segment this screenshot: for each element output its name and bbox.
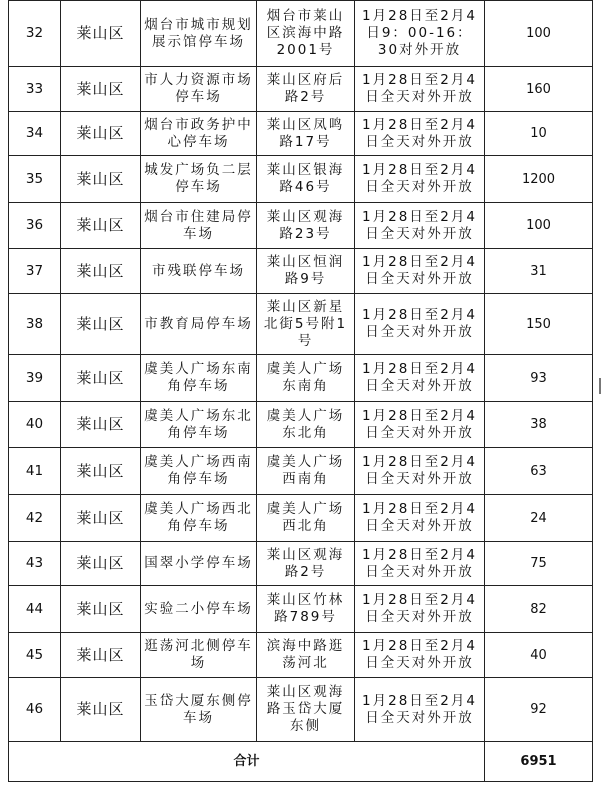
opening-time: 1月28日至2月4日全天对外开放 — [355, 542, 485, 586]
opening-time: 1月28日至2月4日全天对外开放 — [355, 249, 485, 294]
space-count: 1200 — [485, 156, 593, 203]
address: 莱山区观海路玉岱大厦东侧 — [257, 678, 355, 742]
parking-lot-name: 市教育局停车场 — [141, 294, 257, 355]
address: 莱山区银海路46号 — [257, 156, 355, 203]
parking-lot-name: 虞美人广场东南角停车场 — [141, 355, 257, 402]
opening-time: 1月28日至2月4日全天对外开放 — [355, 495, 485, 542]
space-count: 93 — [485, 355, 593, 402]
address: 滨海中路逛荡河北 — [257, 633, 355, 678]
table-row — [9, 294, 593, 355]
table-row — [9, 586, 593, 633]
space-count: 75 — [485, 542, 593, 586]
parking-lot-name: 烟台市住建局停车场 — [141, 203, 257, 249]
row-number: 44 — [9, 586, 61, 633]
row-number: 37 — [9, 249, 61, 294]
parking-lot-name: 烟台市城市规划展示馆停车场 — [141, 1, 257, 67]
space-count: 24 — [485, 495, 593, 542]
district: 莱山区 — [61, 542, 141, 586]
table-row — [9, 67, 593, 112]
row-number: 42 — [9, 495, 61, 542]
table-row — [9, 1, 593, 67]
district: 莱山区 — [61, 633, 141, 678]
address: 莱山区凤鸣路17号 — [257, 112, 355, 156]
row-number: 39 — [9, 355, 61, 402]
space-count: 10 — [485, 112, 593, 156]
table-row — [9, 355, 593, 402]
district: 莱山区 — [61, 355, 141, 402]
parking-lot-name: 市人力资源市场停车场 — [141, 67, 257, 112]
table-row — [9, 633, 593, 678]
opening-time: 1月28日至2月4日全天对外开放 — [355, 156, 485, 203]
total-label: 合计 — [9, 742, 485, 782]
opening-time: 1月28日至2月4日全天对外开放 — [355, 294, 485, 355]
address: 莱山区府后路2号 — [257, 67, 355, 112]
row-number: 45 — [9, 633, 61, 678]
table-row — [9, 542, 593, 586]
address: 烟台市莱山区滨海中路2001号 — [257, 1, 355, 67]
address: 虞美人广场西南角 — [257, 448, 355, 495]
address: 莱山区观海路2号 — [257, 542, 355, 586]
parking-lot-name: 逛荡河北侧停车场 — [141, 633, 257, 678]
parking-lot-name: 玉岱大厦东侧停车场 — [141, 678, 257, 742]
district: 莱山区 — [61, 1, 141, 67]
parking-lot-name: 虞美人广场西南角停车场 — [141, 448, 257, 495]
row-number: 43 — [9, 542, 61, 586]
opening-time: 1月28日至2月4日全天对外开放 — [355, 402, 485, 448]
district: 莱山区 — [61, 586, 141, 633]
opening-time: 1月28日至2月4日全天对外开放 — [355, 586, 485, 633]
opening-time: 1月28日至2月4日全天对外开放 — [355, 67, 485, 112]
space-count: 160 — [485, 67, 593, 112]
parking-lot-name: 城发广场负二层停车场 — [141, 156, 257, 203]
row-number: 41 — [9, 448, 61, 495]
space-count: 82 — [485, 586, 593, 633]
space-count: 92 — [485, 678, 593, 742]
district: 莱山区 — [61, 678, 141, 742]
address: 虞美人广场西北角 — [257, 495, 355, 542]
space-count: 40 — [485, 633, 593, 678]
space-count: 63 — [485, 448, 593, 495]
table-row — [9, 495, 593, 542]
district: 莱山区 — [61, 448, 141, 495]
district: 莱山区 — [61, 112, 141, 156]
district: 莱山区 — [61, 156, 141, 203]
opening-time: 1月28日至2月4日全天对外开放 — [355, 678, 485, 742]
opening-time: 1月28日至2月4日全天对外开放 — [355, 203, 485, 249]
total-value: 6951 — [485, 742, 593, 782]
row-number: 34 — [9, 112, 61, 156]
address: 虞美人广场东南角 — [257, 355, 355, 402]
address: 莱山区竹林路789号 — [257, 586, 355, 633]
space-count: 31 — [485, 249, 593, 294]
district: 莱山区 — [61, 249, 141, 294]
opening-time: 1月28日至2月4日全天对外开放 — [355, 448, 485, 495]
parking-lot-name: 实验二小停车场 — [141, 586, 257, 633]
table-row — [9, 112, 593, 156]
table-row — [9, 156, 593, 203]
total-row — [9, 742, 593, 782]
row-number: 38 — [9, 294, 61, 355]
parking-lot-name: 烟台市政务护中心停车场 — [141, 112, 257, 156]
table-row — [9, 678, 593, 742]
row-number: 35 — [9, 156, 61, 203]
table-row — [9, 448, 593, 495]
space-count: 38 — [485, 402, 593, 448]
district: 莱山区 — [61, 402, 141, 448]
district: 莱山区 — [61, 67, 141, 112]
opening-time: 1月28日至2月4日全天对外开放 — [355, 355, 485, 402]
table-row — [9, 203, 593, 249]
district: 莱山区 — [61, 203, 141, 249]
district: 莱山区 — [61, 294, 141, 355]
parking-table-body — [9, 1, 593, 782]
address: 莱山区恒润路9号 — [257, 249, 355, 294]
space-count: 150 — [485, 294, 593, 355]
opening-time: 1月28日至2月4日全天对外开放 — [355, 633, 485, 678]
district: 莱山区 — [61, 495, 141, 542]
opening-time: 1月28日至2月4日9：00-16：30对外开放 — [355, 1, 485, 67]
parking-lot-name: 虞美人广场东北角停车场 — [141, 402, 257, 448]
row-number: 40 — [9, 402, 61, 448]
address: 莱山区观海路23号 — [257, 203, 355, 249]
address: 虞美人广场东北角 — [257, 402, 355, 448]
opening-time: 1月28日至2月4日全天对外开放 — [355, 112, 485, 156]
parking-lot-name: 国翠小学停车场 — [141, 542, 257, 586]
parking-table — [8, 0, 593, 782]
row-number: 46 — [9, 678, 61, 742]
space-count: 100 — [485, 1, 593, 67]
address: 莱山区新星北街5号附1号 — [257, 294, 355, 355]
parking-lot-name: 虞美人广场西北角停车场 — [141, 495, 257, 542]
space-count: 100 — [485, 203, 593, 249]
row-number: 36 — [9, 203, 61, 249]
row-number: 33 — [9, 67, 61, 112]
parking-lot-name: 市残联停车场 — [141, 249, 257, 294]
table-row — [9, 249, 593, 294]
table-row — [9, 402, 593, 448]
row-number: 32 — [9, 1, 61, 67]
